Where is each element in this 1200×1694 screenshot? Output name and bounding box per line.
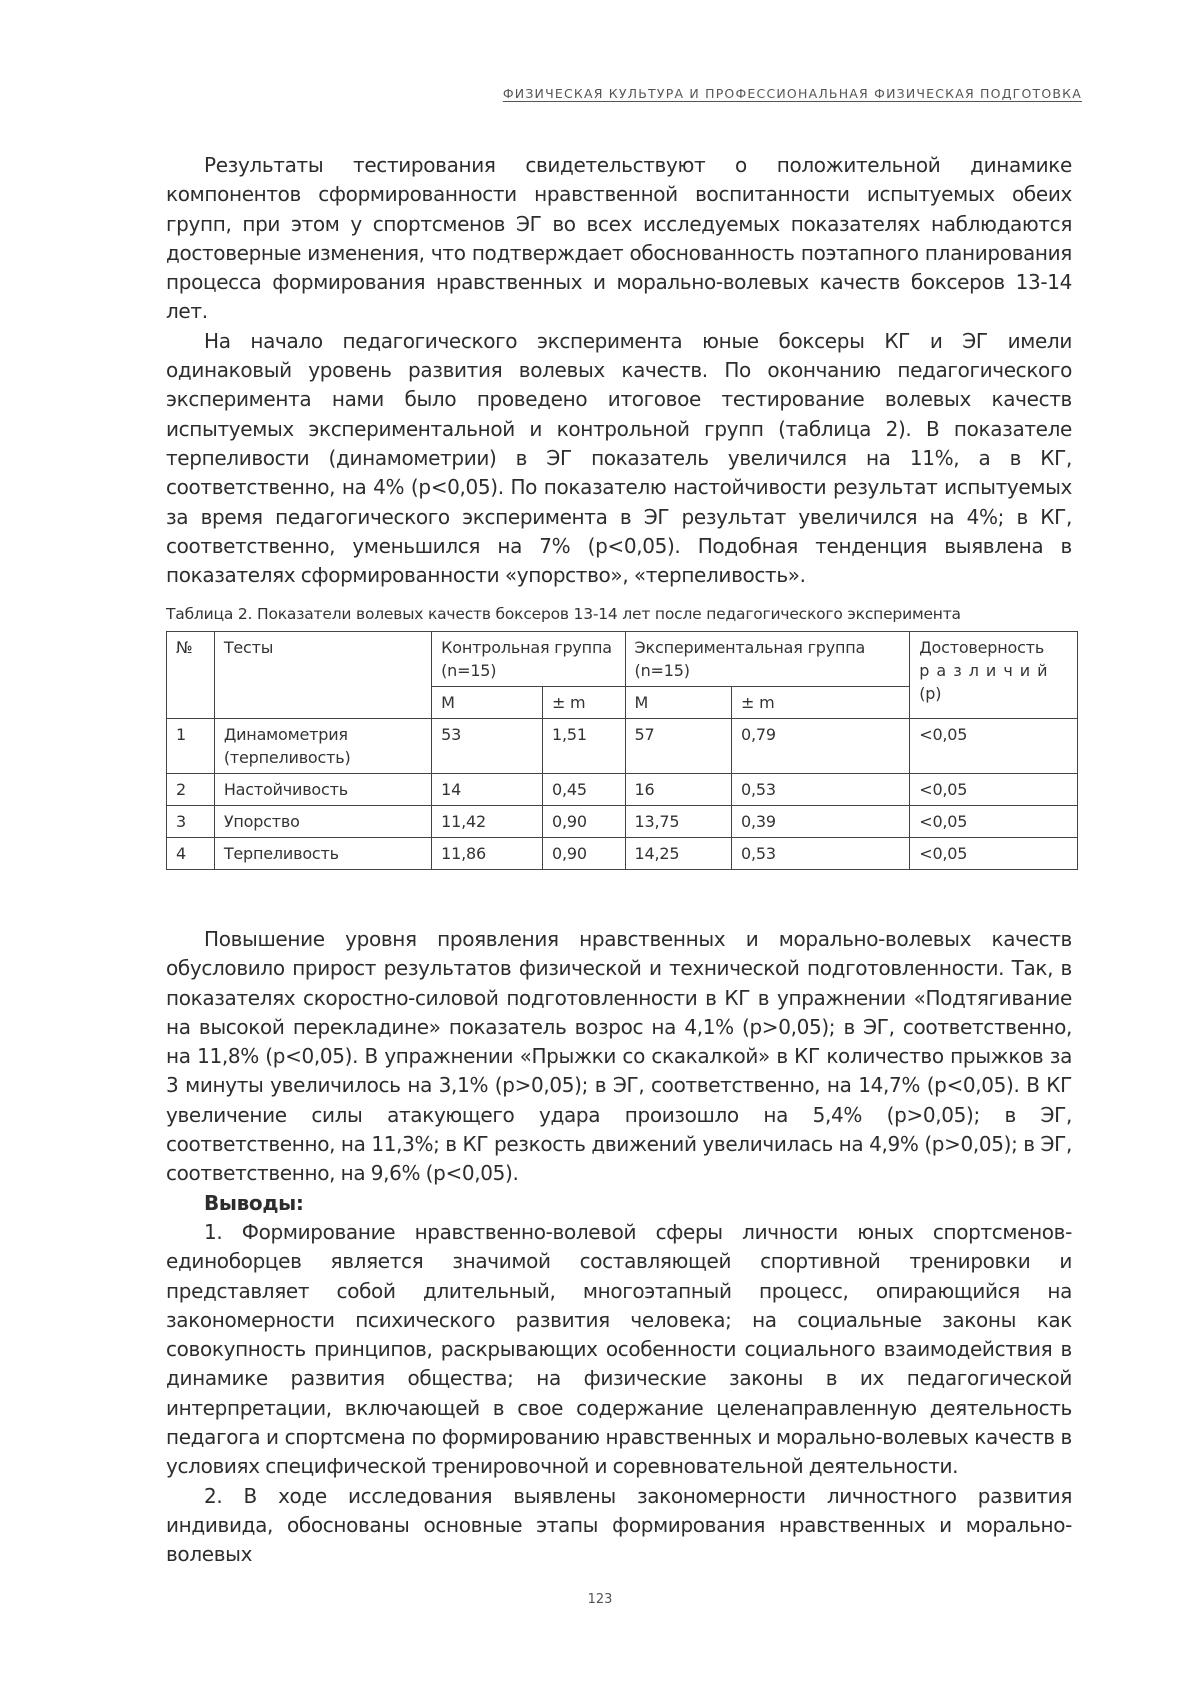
header-tests: Тесты [214, 632, 431, 719]
table-header-row [167, 632, 1078, 687]
cell-test: Динамометрия (терпеливость) [214, 719, 431, 774]
paragraph: Повышение уровня проявления нравственных и морально-волевых качеств обусловило прирост результатов физической и технической подготовленности. Так, в показателях скоростно-силовой подготовленности в КГ в упражнении «Подтягивание на высокой перекладине» показатель возрос на 4,1% (р>0,05); в ЭГ, соответственно, на 11,8% (р<0,05). В упражнении «Прыжки со скакалкой» в КГ количество прыжков за 3 минуты увеличилось на 3,1% (р>0,05); в ЭГ, соответственно, на 14,7% (р<0,05). В КГ увеличение силы атакующего удара произошло на 5,4% (р>0,05); в ЭГ, соответственно, на 11,3%; в КГ резкость движений увеличилась на 4,9% (р>0,05); в ЭГ, соответственно, на 9,6% (р<0,05). [166, 927, 1072, 1186]
cell-kg-error: 1,51 [542, 719, 625, 774]
cell-test: Настойчивость [214, 774, 431, 806]
paragraph: Результаты тестирования свидетельствуют о положительной динамике компонентов сформированности нравственной воспитанности испытуемых обеих групп, при этом у спортсменов ЭГ во всех исследуемых показателях наблюдаются достоверные изменения, что подтверждает обоснованность поэтапного планирования процесса формирования нравственных и морально-волевых качеств боксеров 13-14 лет. [166, 153, 1072, 324]
conclusion-item: 1. Формирование нравственно-волевой сферы личности юных спортсменов-единоборцев является значимой составляющей спортивной тренировки и представляет собой длительный, многоэтапный процесс, опирающийся на закономерности психического развития человека; на социальные законы как совокупность принципов, раскрывающих особенности социального взаимодействия в динамике развития общества; на физические законы в их педагогической интерпретации, включающей в свое содержание целенаправленную деятельность педагога и спортсмена по формированию нравственных и морально-волевых качеств в условиях специфической тренировочной и соревновательной деятельности. [166, 1219, 1072, 1479]
paragraph: На начало педагогического эксперимента юные боксеры КГ и ЭГ имели одинаковый уровень развития волевых качеств. По окончанию педагогического эксперимента нами было проведено итоговое тестирование волевых качеств испытуемых экспериментальной и контрольной групп (таблица 2). В показателе терпеливости (динамометрии) в ЭГ показатель увеличился на 11%, а в КГ, соответственно, на 4% (р<0,05). По показателю настойчивости результат испытуемых за время педагогического эксперимента в ЭГ результат увеличился на 4%; в КГ, соответственно, уменьшился на 7% (р<0,05). Подобная тенденция выявлена в показателях сформированности «упорство», «терпеливость». [166, 328, 1072, 588]
header-number: № [167, 632, 215, 719]
conclusions-heading: Выводы: [204, 1190, 304, 1215]
header-significance-line2: различий [919, 661, 1055, 680]
cell-significance: <0,05 [910, 838, 1078, 870]
cell-significance: <0,05 [910, 774, 1078, 806]
header-kg-error: ± m [542, 687, 625, 719]
cell-kg-mean: 53 [432, 719, 543, 774]
header-experimental-group: Экспериментальная группа (n=15) [625, 632, 910, 687]
header-eg-mean: M [625, 687, 731, 719]
cell-eg-error: 0,53 [732, 774, 910, 806]
cell-number: 2 [167, 774, 215, 806]
cell-eg-mean: 57 [625, 719, 731, 774]
running-header: ФИЗИЧЕСКАЯ КУЛЬТУРА И ПРОФЕССИОНАЛЬНАЯ ФИЗИЧЕСКАЯ ПОДГОТОВКА [502, 86, 1082, 101]
cell-kg-mean: 11,86 [432, 838, 543, 870]
header-significance-line3: (р) [919, 684, 942, 703]
cell-eg-error: 0,39 [732, 806, 910, 838]
table-row [167, 774, 1078, 806]
header-significance-line1: Достоверность [919, 638, 1045, 657]
header-kg-mean: M [432, 687, 543, 719]
cell-eg-error: 0,53 [732, 838, 910, 870]
table-caption: Таблица 2. Показатели волевых качеств боксеров 13-14 лет после педагогического эксперимента [166, 605, 961, 623]
cell-eg-mean: 16 [625, 774, 731, 806]
table-row [167, 719, 1078, 774]
cell-kg-mean: 14 [432, 774, 543, 806]
cell-kg-mean: 11,42 [432, 806, 543, 838]
conclusion-item: 2. В ходе исследования выявлены закономерности личностного развития индивида, обоснованы основные этапы формирования нравственных и морально-волевых [166, 1483, 1072, 1567]
cell-test: Терпеливость [214, 838, 431, 870]
cell-eg-error: 0,79 [732, 719, 910, 774]
results-table [166, 631, 1078, 870]
cell-number: 1 [167, 719, 215, 774]
table-row [167, 838, 1078, 870]
cell-kg-error: 0,90 [542, 838, 625, 870]
cell-significance: <0,05 [910, 719, 1078, 774]
cell-kg-error: 0,90 [542, 806, 625, 838]
cell-eg-mean: 13,75 [625, 806, 731, 838]
header-significance [910, 632, 1078, 719]
cell-test: Упорство [214, 806, 431, 838]
cell-significance: <0,05 [910, 806, 1078, 838]
header-control-group: Контрольная группа (n=15) [432, 632, 625, 687]
cell-number: 4 [167, 838, 215, 870]
table-row [167, 806, 1078, 838]
cell-number: 3 [167, 806, 215, 838]
cell-eg-mean: 14,25 [625, 838, 731, 870]
results-text-block [166, 925, 1072, 1570]
header-eg-error: ± m [732, 687, 910, 719]
intro-text-block [166, 151, 1072, 590]
page-number: 123 [587, 1592, 613, 1607]
cell-kg-error: 0,45 [542, 774, 625, 806]
